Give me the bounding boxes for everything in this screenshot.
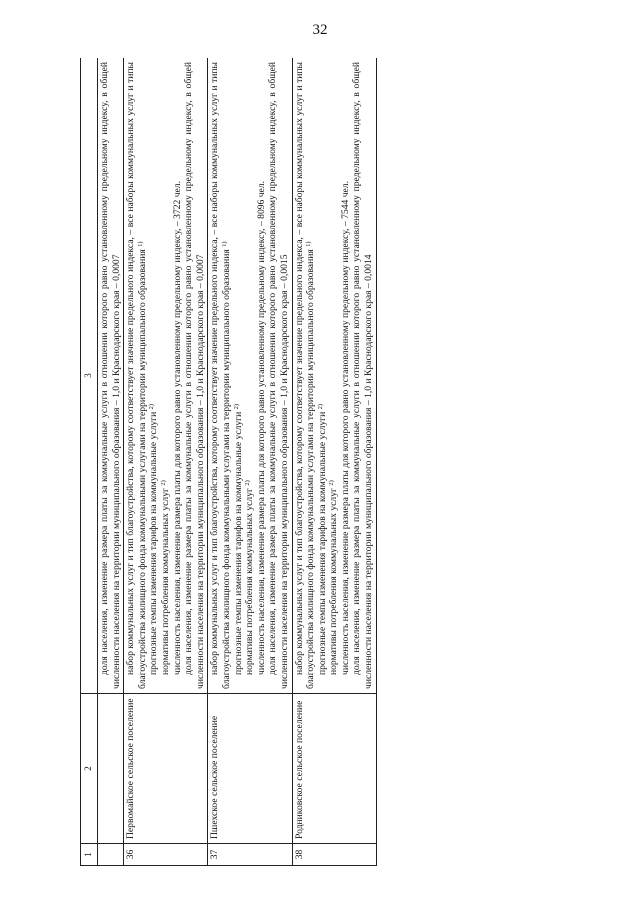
column-number-row xyxy=(81,58,98,866)
table-row xyxy=(124,58,208,866)
tariff-growth-text xyxy=(233,62,245,689)
continuation-name-cell xyxy=(98,694,124,844)
footnote-marker: 2) xyxy=(316,403,324,410)
column-number-2: 2 xyxy=(81,694,98,844)
continuation-text-cell xyxy=(98,58,124,694)
service-set-body: набор коммунальных услуг и тип благоустройства, которому соответствует значение предельного индекса, – все наборы коммунальных услуг и типы благоустройства жилищного фонда коммунальными услугами на территории муниципального образования xyxy=(125,62,148,689)
continuation-num-cell xyxy=(98,844,124,866)
tariff-growth-text xyxy=(148,62,160,689)
tariff-growth-body: прогнозные темпы изменения тарифов на коммунальные услуги xyxy=(316,411,328,675)
population-count-text: численность населения, изменение размера платы для которого равно установленному предельному индексу, – 7544 чел. xyxy=(339,181,351,675)
settlement-name: Пшехское сельское поселение xyxy=(208,694,292,844)
tariff-growth-text xyxy=(317,62,329,689)
population-share-text: доля населения, изменение размера платы за коммунальные услуги в отношении которого равно установленному предельному индексу, в общей численности населения на территории муниципального образования – 1,0 и Краснодарского края – 0,0015 xyxy=(267,62,290,689)
row-details xyxy=(292,58,376,694)
consumption-norms-text xyxy=(160,62,172,689)
footnote-marker: 1) xyxy=(220,241,228,247)
population-share-text: доля населения, изменение размера платы за коммунальные услуги в отношении которого равно установленному предельному индексу, в общей численности населения на территории муниципального образования – 1,0 и Краснодарского края – 0,0007 xyxy=(183,62,206,689)
tariff-growth-body: прогнозные темпы изменения тарифов на коммунальные услуги xyxy=(148,411,160,675)
footnote-marker: 2) xyxy=(232,403,240,410)
consumption-norms-body: нормативы потребления коммунальных услуг xyxy=(244,488,256,675)
tariff-table xyxy=(80,58,377,866)
rotated-table-frame xyxy=(80,58,588,866)
footnote-marker: 1) xyxy=(305,241,313,247)
footnote-marker: 2) xyxy=(328,480,336,486)
population-count-text: численность населения, изменение размера платы для которого равно установленному предельному индексу, – 8096 чел. xyxy=(255,181,267,675)
consumption-norms-body: нормативы потребления коммунальных услуг xyxy=(328,488,340,675)
population-share-text: доля населения, изменение размера платы за коммунальные услуги в отношении которого равно установленному предельному индексу, в общей численности населения на территории муниципального образования – 1,0 и Краснодарского края – 0,0014 xyxy=(351,62,375,689)
settlement-name: Родниковское сельское поселение xyxy=(292,694,376,844)
continuation-row xyxy=(98,58,124,866)
row-details xyxy=(208,58,292,694)
rotated-table-content xyxy=(80,58,588,866)
row-details xyxy=(124,58,208,694)
footnote-marker: 2) xyxy=(159,480,167,486)
table-row xyxy=(208,58,292,866)
row-number: 38 xyxy=(292,844,376,866)
population-count-text: численность населения, изменение размера платы для которого равно установленному предельному индексу, – 3722 чел. xyxy=(171,181,183,675)
column-number-3: 3 xyxy=(81,58,98,694)
footnote-marker: 2) xyxy=(244,480,252,486)
service-set-body: набор коммунальных услуг и тип благоустройства, которому соответствует значение предельного индекса, – все наборы коммунальных услуг и типы благоустройства жилищного фонда коммунальными услугами на территории муниципального образования xyxy=(209,62,232,689)
service-set-text xyxy=(125,62,148,689)
consumption-norms-text xyxy=(244,62,256,689)
table-row xyxy=(292,58,376,866)
consumption-norms-body: нормативы потребления коммунальных услуг xyxy=(159,488,171,675)
row-number: 37 xyxy=(208,844,292,866)
continuation-text: доля населения, изменение размера платы за коммунальные услуги в отношении которого равно установленному предельному индексу, в общей численности населения на территории муниципального образования – 1,0 и Краснодарского края – 0,0007 xyxy=(99,62,122,689)
service-set-text xyxy=(294,62,317,689)
column-number-1: 1 xyxy=(81,844,98,866)
page-number: 32 xyxy=(312,22,328,38)
settlement-name: Первомайское сельское поселение xyxy=(124,694,208,844)
consumption-norms-text xyxy=(328,62,340,689)
row-number: 36 xyxy=(124,844,208,866)
service-set-text xyxy=(209,62,232,689)
footnote-marker: 2) xyxy=(148,403,156,410)
service-set-body: набор коммунальных услуг и тип благоустройства, которому соответствует значение предельного индекса, – все наборы коммунальных услуг и типы благоустройства жилищного фонда коммунальными услугами на территории муниципального образования xyxy=(293,62,317,689)
footnote-marker: 1) xyxy=(136,241,144,247)
tariff-growth-body: прогнозные темпы изменения тарифов на коммунальные услуги xyxy=(232,411,244,675)
